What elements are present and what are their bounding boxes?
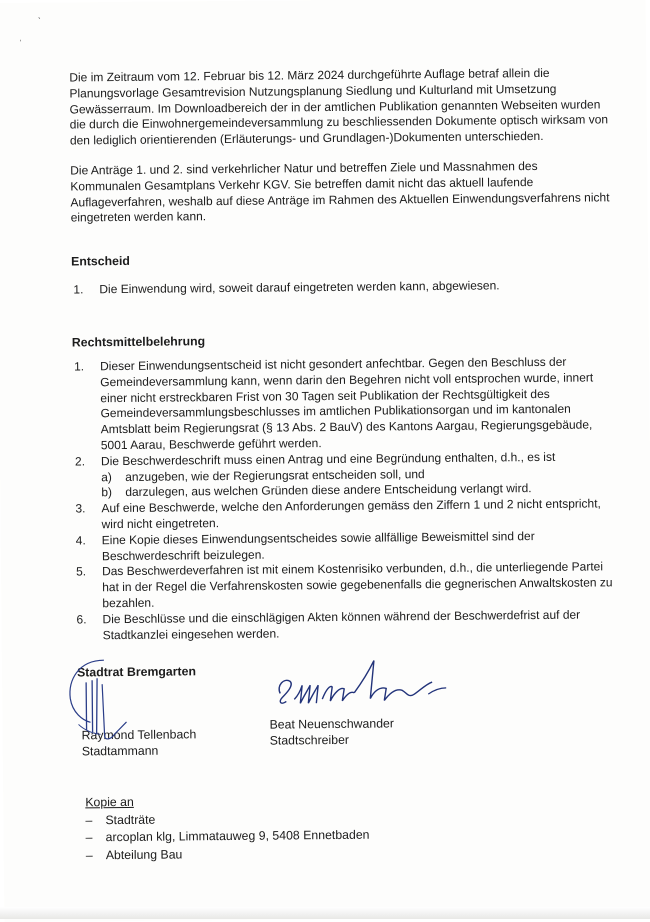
copy-list bbox=[85, 792, 370, 865]
list-item: – Stadträte bbox=[85, 812, 156, 827]
list-item: 6. Die Beschlüsse und die einschlägigen Akten können während der Beschwerdefrist auf der Stadtkanzlei eingesehen werden. bbox=[76, 607, 581, 642]
intro-paragraph-2: Die Anträge 1. und 2. sind verkehrlicher Natur und betreffen Ziele und Massnahmen des Kommunalen Gesamtplans Verkehr KGV. Sie betreffen damit nicht das aktuell laufende Auflageverfahren, weshalb auf diese Anträge im Rahmen des Aktuellen Einwendungsverfahrens nicht eingetreten werden kann. bbox=[70, 158, 610, 225]
scan-speck: ˋ bbox=[37, 16, 42, 28]
list-item: 4. Eine Kopie dieses Einwendungsentscheides sowie allfällige Beweismittel sind der Beschwerdeschrift beizulegen. bbox=[75, 528, 535, 563]
organization-name: Stadtrat Bremgarten bbox=[76, 664, 196, 680]
list-item: – arcoplan klg, Limmatauweg 9, 5408 Ennetbaden bbox=[85, 827, 370, 845]
list-item: 1. Die Einwendung wird, soweit darauf eingetreten werden kann, abgewiesen. bbox=[73, 278, 500, 297]
handwritten-signature-right bbox=[270, 654, 451, 716]
copy-list-title: Kopie an bbox=[85, 794, 134, 810]
scan-speck: ˈ bbox=[18, 38, 23, 50]
sub-list-item: b) darzulegen, aus welchen Gründen diese andere Entscheidung verlangt wird. bbox=[101, 481, 532, 500]
list-item: 2. Die Beschwerdeschrift muss einen Antrag und eine Begründung enthalten, d.h., es ist a) anzugeben, wie der Regierungsrat entscheiden soll, und b) darzulegen, aus welchen Gründen diese andere Entscheidung verlangt wird. bbox=[73, 449, 618, 502]
rechtsmittel-list bbox=[72, 354, 620, 644]
list-item: – Abteilung Bau bbox=[85, 846, 183, 862]
list-item: 1. Dieser Einwendungsentscheid ist nicht gesondert anfechtbar. Gegen den Beschluss der Gemeindeversammlung kann, wenn darin den Begehren nicht voll entsprochen wurde, innert einer nicht erstreckbaren Frist von 30 Tagen seit Publikation der Rechtsgültigkeit des Gemeindeversammlungsbeschlusses im amtlichen Publikationsorgan und im kantonalen Amtsblatt beim Regierungsrat (§ 13 Abs. 2 BauV) des Kantons Aargau, Regierungsgebäude, 5001 Aarau, Beschwerde geführt werden. bbox=[74, 354, 594, 453]
entscheid-list bbox=[71, 277, 616, 298]
rechtsmittel-heading: Rechtsmittelbelehrung bbox=[71, 334, 206, 350]
page-bottom-edge bbox=[0, 907, 650, 919]
signatory-right bbox=[269, 715, 394, 748]
handwritten-signature-left bbox=[64, 650, 145, 746]
list-item: 5. Das Beschwerdeverfahren ist mit einem Kostenrisiko verbunden, d.h., die unterliegende Partei hat in der Regel die Verfahrenskosten sowie gegebenenfalls die gegnerischen Anwaltskosten zu bezahlen. bbox=[75, 559, 613, 611]
signatory-left-name: Raymond Tellenbach bbox=[81, 727, 197, 743]
signatory-left-role: Stadtammann bbox=[81, 743, 159, 759]
intro-paragraph-1: Die im Zeitraum vom 12. Februar bis 12. März 2024 durchgeführte Auflage betraf allein die Planungsvorlage Gesamtrevision Nutzungsplanung Siedlung und Kulturland mit Umsetzung Gewässerraum. Im Downloadbereich der in der amtlichen Publikation genannten Webseiten wurden die durch die Einwohnergemeindeversammlung zu beschliessenden Dokumente optisch wirksam von den lediglich orientierenden (Erläuterungs- und Grundlagen-)Dokumenten unterschieden. bbox=[69, 65, 609, 148]
entscheid-heading: Entscheid bbox=[71, 253, 130, 269]
list-item: 3. Auf eine Beschwerde, welche den Anforderungen gemäss den Ziffern 1 und 2 nicht entspricht, wird nicht eingetreten. bbox=[75, 496, 601, 532]
signatory-right-name: Beat Neuenschwander bbox=[269, 716, 395, 732]
sub-list-item: a) anzugeben, wie der Regierungsrat entscheiden soll, und bbox=[101, 466, 425, 484]
signatory-right-role: Stadtschreiber bbox=[269, 732, 350, 748]
